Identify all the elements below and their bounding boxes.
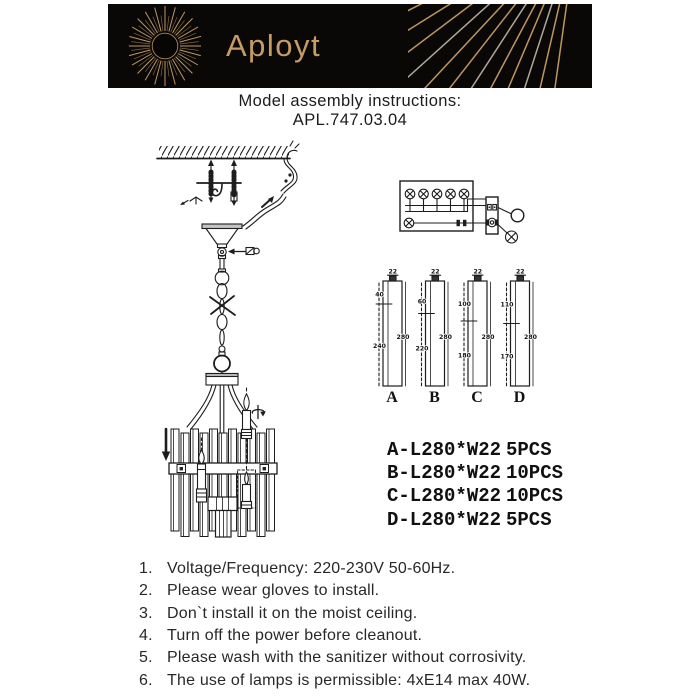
svg-text:280: 280 [396,334,410,341]
model-number: APL.747.03.04 [292,111,408,129]
hook-icon [212,184,222,196]
wiring-diagram [400,181,524,243]
part-row [387,439,563,462]
wall-switch-symbol [511,209,524,222]
instruction-number: 3. [139,604,153,622]
svg-text:22: 22 [515,268,525,276]
external-lamp-symbol [506,231,518,243]
terminal-block [486,197,498,234]
svg-text:180: 180 [458,352,471,360]
part-qty: 10PCS [506,462,564,485]
instruction-item [139,647,530,669]
anchor-icon [190,197,202,204]
down-arrow-icon [162,429,170,461]
part-label: C-L280*W22 [387,485,502,508]
part-label: D-L280*W22 [387,508,502,531]
instructions-list [139,558,530,692]
instruction-number: 4. [139,627,153,645]
instruction-number: 6. [139,671,153,689]
parts-list [387,439,563,532]
page-title: Model assembly instructions: [238,92,462,110]
svg-text:22: 22 [388,268,398,276]
svg-text:170: 170 [500,353,514,361]
part-row [387,462,563,485]
part-qty: 5PCS [506,508,552,531]
svg-text:220: 220 [415,345,429,353]
svg-text:110: 110 [500,301,514,309]
part-row [387,509,563,532]
part-row [387,485,563,508]
crystal-drum [169,429,277,537]
instruction-text: Don`t install it on the moist ceiling. [167,604,418,622]
instruction-item [139,625,530,647]
instruction-item [139,558,530,580]
svg-text:280: 280 [481,334,495,341]
svg-text:280: 280 [439,334,452,341]
hanging-chain [210,284,235,375]
svg-text:C: C [471,389,483,406]
canopy [202,224,259,285]
instruction-text: The use of lamps is permissible: 4xE14 max 40W. [167,671,531,689]
instruction-number: 1. [139,560,153,577]
instruction-item [139,670,530,692]
svg-text:A: A [386,389,398,406]
instruction-text: Turn off the power before cleanout. [167,627,423,645]
instruction-item [139,603,530,625]
part-qty: 5PCS [506,439,552,461]
svg-text:60: 60 [417,298,427,306]
screw-tool-icon [228,248,259,255]
svg-text:240: 240 [373,343,386,350]
svg-text:280: 280 [524,334,537,341]
instruction-text: Please wear gloves to install. [167,582,380,600]
instruction-number: 5. [139,649,153,667]
rotation-arrow-icon [252,406,265,419]
crystal-strip-c [458,269,495,407]
instruction-text: Please wash with the sanitizer without corrosivity. [167,649,527,667]
crystal-strip-b [416,269,453,407]
brand-name: Aployt [226,28,322,63]
part-qty: 10PCS [506,485,564,508]
instruction-item [139,580,530,602]
svg-text:40: 40 [375,291,384,299]
instruction-text: Voltage/Frequency: 220-230V 50-60Hz. [167,560,456,577]
part-label: A-L280*W22 [387,439,502,461]
lamp-symbols [405,189,469,199]
crystal-strip-a [373,269,410,407]
svg-text:22: 22 [473,268,483,276]
part-label: B-L280*W22 [387,462,502,485]
ceiling-hatch [157,146,290,159]
svg-text:100: 100 [458,301,471,308]
svg-text:B: B [429,389,440,406]
mount-plate [206,374,238,386]
instruction-number: 2. [139,582,153,600]
svg-text:22: 22 [430,268,440,276]
svg-text:D: D [513,389,526,406]
connector-ring [214,356,230,372]
crystal-strip-d [501,269,538,407]
